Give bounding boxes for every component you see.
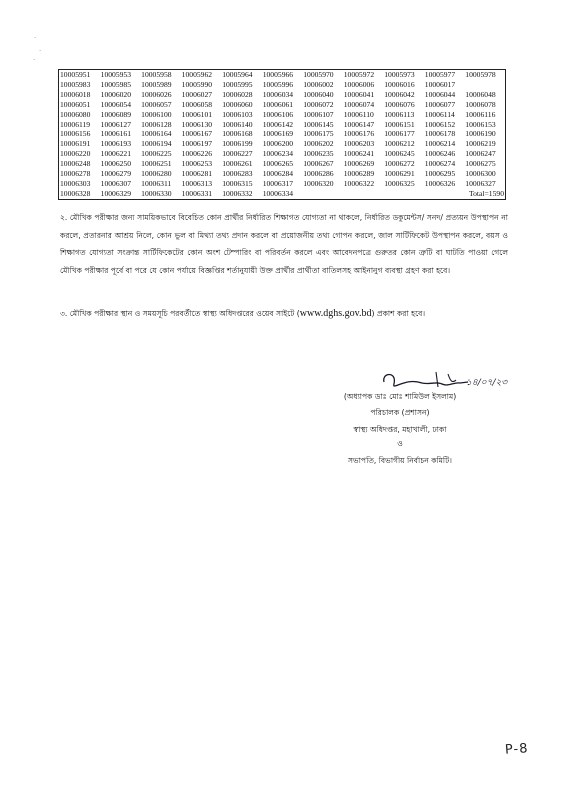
- roll-number-cell: 10005958: [141, 70, 172, 79]
- roll-number-cell: 10006289: [343, 169, 375, 179]
- table-row: [59, 110, 506, 120]
- scan-mark: .: [33, 54, 36, 62]
- roll-number-cell: 10006089: [100, 109, 132, 119]
- roll-number-cell: 10005983: [60, 79, 91, 89]
- roll-number-cell: 10005966: [262, 70, 294, 79]
- roll-number-cell: 10006101: [181, 109, 213, 119]
- roll-number-cell: 10006269: [343, 159, 375, 169]
- roll-number-cell: 10006151: [384, 119, 415, 129]
- roll-number-cell: 10006332: [222, 188, 253, 198]
- roll-number-cell: 10006164: [141, 129, 172, 139]
- roll-number-cell: 10006284: [262, 169, 294, 179]
- note-2-paragraph: ২. মৌখিক পরীক্ষার জন্য সাময়িকভাবে বিবেচিত কোন প্রার্থীর নির্ধারিত শিক্ষাগত যোগ্যতা না থাকলে, নির্ধারিত ডকুমেন্টস/ সনদ/ প্রত্যয়ন উপস্থাপন না করলে, প্রতারনার আশ্রয় নিলে, কোন ভুল বা মিথ্যা তথ্য প্রদান করলে বা প্রয়োজনীয় তথ্য গোপন করলে, জাল সার্টিফিকেট উপস্থাপন করলে, বয়স ও শিক্ষাগত যোগ্যতা সংক্রান্ত সার্টিফিকেটের কোন অংশ টেম্পারিং বা পরিবর্তন করলে এবং আবেদনপত্রে গুরুতর কোন ত্রুটি বা ঘাটতি পাওয়া গেলে মৌখিক পরীক্ষার পূর্বে বা পরে যে কোন পর্যায়ে বিজ্ঞপ্তির শর্তানুযায়ী উক্ত প্রার্থীর প্রার্থীতা বাতিলসহ আইনানুগ ব্যবস্থা গ্রহণ করা হবে।: [60, 213, 508, 275]
- roll-number-cell: 10006278: [60, 169, 91, 179]
- signatory-conjunction: ও: [397, 439, 403, 448]
- roll-number-cell: 10006060: [222, 99, 253, 109]
- roll-number-cell: 10005978: [465, 70, 496, 79]
- roll-number-cell: 10006315: [222, 178, 253, 188]
- roll-number-cell: 10006006: [343, 79, 375, 89]
- roll-number-cell: 10006307: [100, 178, 132, 188]
- roll-number-cell: 10006191: [60, 139, 91, 149]
- table-row: [59, 129, 506, 139]
- table-row: [59, 189, 506, 199]
- roll-number-cell: 10005951: [60, 70, 91, 79]
- roll-number-cell: 10006017: [424, 79, 456, 89]
- roll-number-cell: 10005973: [384, 70, 415, 79]
- roll-number-cell: 10006051: [60, 99, 91, 109]
- note-3-paragraph: [60, 305, 508, 323]
- roll-number-cell: 10006147: [343, 119, 375, 129]
- table-row: [59, 120, 506, 130]
- roll-number-cell: 10006280: [141, 169, 172, 179]
- table-row: [59, 169, 506, 179]
- roll-number-cell: 10006152: [424, 119, 456, 129]
- roll-number-cell: 10006028: [222, 89, 253, 99]
- roll-number-cell: 10006283: [222, 169, 253, 179]
- roll-number-cell: 10006203: [343, 139, 375, 149]
- roll-number-cell: 10006128: [141, 119, 172, 129]
- signatory-name: (অধ্যাপক ডাঃ মোঃ শামিউল ইসলাম): [343, 392, 457, 401]
- roll-number-cell: 10005972: [343, 70, 375, 79]
- roll-number-cell: 10006042: [384, 89, 415, 99]
- roll-number-cell: 10006295: [424, 169, 456, 179]
- table-row: [59, 149, 506, 159]
- roll-number-cell: 10006241: [343, 149, 375, 159]
- roll-number-cell: 10006202: [303, 139, 334, 149]
- roll-number-cell: 10006286: [303, 169, 334, 179]
- roll-number-cell: 10006178: [424, 129, 456, 139]
- roll-number-cell: 10006119: [60, 119, 91, 129]
- roll-number-cell: 10006020: [100, 89, 132, 99]
- table-row: [59, 139, 506, 149]
- roll-number-cell: 10005962: [181, 70, 213, 79]
- roll-number-cell: 10006245: [384, 149, 415, 159]
- table-row: [59, 90, 506, 100]
- roll-number-cell: 10006251: [141, 159, 172, 169]
- signature-date: ১৪/০৭/২৩: [466, 378, 508, 388]
- roll-number-cell: 10006145: [303, 119, 334, 129]
- roll-number-cell: 10006334: [262, 188, 294, 198]
- roll-number-cell: 10006027: [181, 89, 213, 99]
- roll-number-cell: 10006177: [384, 129, 415, 139]
- roll-number-cell: 10005964: [222, 70, 253, 79]
- roll-number-cell: 10006317: [262, 178, 294, 188]
- roll-number-cell: 10006265: [262, 159, 294, 169]
- roll-number-cell: 10006194: [141, 139, 172, 149]
- roll-number-cell: 10006200: [262, 139, 294, 149]
- roll-number-cell: 10006114: [424, 109, 455, 119]
- roll-number-cell: 10006220: [60, 149, 91, 159]
- table-row: [59, 80, 506, 90]
- roll-number-cell: 10006176: [343, 129, 375, 139]
- roll-number-cell: 10006110: [343, 109, 374, 119]
- roll-number-cell: 10006057: [141, 99, 172, 109]
- roll-number-cell: 10006041: [343, 89, 375, 99]
- roll-number-cell: 10006142: [262, 119, 294, 129]
- roll-number-cell: 10006130: [181, 119, 213, 129]
- roll-number-cell: 10006048: [465, 89, 496, 99]
- roll-number-cell: 10006175: [303, 129, 334, 139]
- table-row: [59, 70, 506, 80]
- roll-number-cell: 10006018: [60, 89, 91, 99]
- roll-number-cell: 10006329: [100, 188, 132, 198]
- roll-number-cell: 10006325: [384, 178, 415, 188]
- roll-number-cell: 10006168: [222, 129, 253, 139]
- roll-number-cell: 10006311: [141, 178, 172, 188]
- roll-number-cell: 10006078: [465, 99, 496, 109]
- roll-number-cell: 10006250: [100, 159, 132, 169]
- roll-number-cell: 10006054: [100, 99, 132, 109]
- note-3-text: ৩. মৌখিক পরীক্ষার স্থান ও সময়সূচি পরবর্তীতে স্বাস্থ্য অধিদপ্তরের ওয়েব সাইটে (: [60, 309, 300, 318]
- roll-number-cell: 10006044: [424, 89, 456, 99]
- scan-mark: .: [34, 32, 37, 40]
- roll-number-cell: 10006113: [384, 109, 415, 119]
- roll-number-cell: 10005990: [181, 79, 213, 89]
- roll-number-cell: 10006197: [181, 139, 213, 149]
- note-3-text-end: ) প্রকাশ করা হবে।: [371, 309, 426, 318]
- roll-number-cell: 10006326: [424, 178, 456, 188]
- roll-number-cell: 10006169: [262, 129, 294, 139]
- roll-number-cell: 10005985: [100, 79, 132, 89]
- scan-mark: .: [39, 45, 42, 53]
- roll-number-cell: 10006072: [303, 99, 334, 109]
- total-count: Total=1590: [469, 188, 504, 198]
- roll-number-cell: 10005953: [100, 70, 132, 79]
- roll-number-cell: 10006275: [465, 159, 496, 169]
- roll-number-cell: 10006221: [100, 149, 132, 159]
- roll-number-cell: 10006100: [141, 109, 172, 119]
- roll-number-cell: 10006261: [222, 159, 253, 169]
- roll-number-cell: 10006034: [262, 89, 294, 99]
- roll-number-cell: 10006291: [384, 169, 415, 179]
- roll-number-cell: 10005977: [424, 70, 456, 79]
- roll-number-cell: 10006077: [424, 99, 456, 109]
- roll-number-cell: 10006199: [222, 139, 253, 149]
- roll-number-cell: 10006061: [262, 99, 294, 109]
- roll-number-cell: 10006253: [181, 159, 213, 169]
- roll-table-body: [59, 70, 506, 200]
- roll-number-cell: 10006234: [262, 149, 294, 159]
- roll-number-cell: 10006226: [181, 149, 213, 159]
- roll-number-cell: 10006330: [141, 188, 172, 198]
- roll-number-cell: 10006074: [343, 99, 375, 109]
- roll-number-cell: 10006235: [303, 149, 334, 159]
- table-row: [59, 100, 506, 110]
- roll-number-cell: 10006127: [100, 119, 132, 129]
- roll-number-cell: 10006279: [100, 169, 132, 179]
- roll-number-cell: 10006193: [100, 139, 132, 149]
- roll-number-cell: 10006227: [222, 149, 253, 159]
- roll-number-cell: 10006153: [465, 119, 496, 129]
- roll-number-cell: 10006116: [465, 109, 496, 119]
- roll-number-cell: 10006267: [303, 159, 334, 169]
- roll-number-cell: 10005996: [262, 79, 294, 89]
- roll-number-cell: 10006106: [262, 109, 294, 119]
- signatory-office: স্বাস্থ্য অধিদপ্তর, মহাখালী, ঢাকা: [353, 425, 447, 434]
- roll-number-cell: 10006058: [181, 99, 213, 109]
- roll-number-cell: 10006161: [100, 129, 132, 139]
- signatory-designation: পরিচালক (প্রশাসন): [370, 408, 430, 417]
- website-link[interactable]: www.dghs.gov.bd: [299, 308, 372, 319]
- roll-number-cell: 10006300: [465, 169, 496, 179]
- roll-number-cell: 10006246: [424, 149, 456, 159]
- roll-number-cell: 10006156: [60, 129, 91, 139]
- roll-number-cell: 10006327: [465, 178, 496, 188]
- roll-number-cell: 10006320: [303, 178, 334, 188]
- roll-number-cell: 10006331: [181, 188, 213, 198]
- roll-number-cell: 10006281: [181, 169, 213, 179]
- roll-number-cell: 10006190: [465, 129, 496, 139]
- roll-number-cell: 10006076: [384, 99, 415, 109]
- roll-number-cell: 10006214: [424, 139, 456, 149]
- roll-number-cell: 10006322: [343, 178, 375, 188]
- page-number: P-8: [504, 741, 530, 758]
- roll-number-cell: 10006274: [424, 159, 456, 169]
- roll-number-cell: 10005989: [141, 79, 172, 89]
- roll-number-cell: 10006103: [222, 109, 253, 119]
- table-row: [59, 179, 506, 189]
- roll-number-cell: 10006040: [303, 89, 334, 99]
- roll-number-cell: 10006107: [303, 109, 334, 119]
- roll-number-cell: 10006167: [181, 129, 213, 139]
- roll-number-cell: 10006212: [384, 139, 415, 149]
- roll-number-cell: 10006247: [465, 149, 496, 159]
- roll-number-table: [58, 69, 506, 200]
- roll-number-cell: 10005995: [222, 79, 253, 89]
- roll-number-cell: 10006026: [141, 89, 172, 99]
- roll-number-cell: 10006272: [384, 159, 415, 169]
- roll-number-cell: 10006002: [303, 79, 334, 89]
- roll-number-cell: 10005970: [303, 70, 334, 79]
- table-row: [59, 159, 506, 169]
- roll-number-cell: 10006219: [465, 139, 496, 149]
- roll-number-cell: 10006303: [60, 178, 91, 188]
- roll-number-cell: 10006080: [60, 109, 91, 119]
- roll-number-cell: 10006328: [60, 188, 91, 198]
- signatory-role: সভাপতি, বিভাগীয় নির্বাচন কমিটি।: [348, 456, 452, 465]
- roll-number-cell: 10006225: [141, 149, 172, 159]
- roll-number-cell: 10006248: [60, 159, 91, 169]
- roll-number-cell: 10006140: [222, 119, 253, 129]
- roll-number-cell: 10006016: [384, 79, 415, 89]
- roll-number-cell: 10006313: [181, 178, 213, 188]
